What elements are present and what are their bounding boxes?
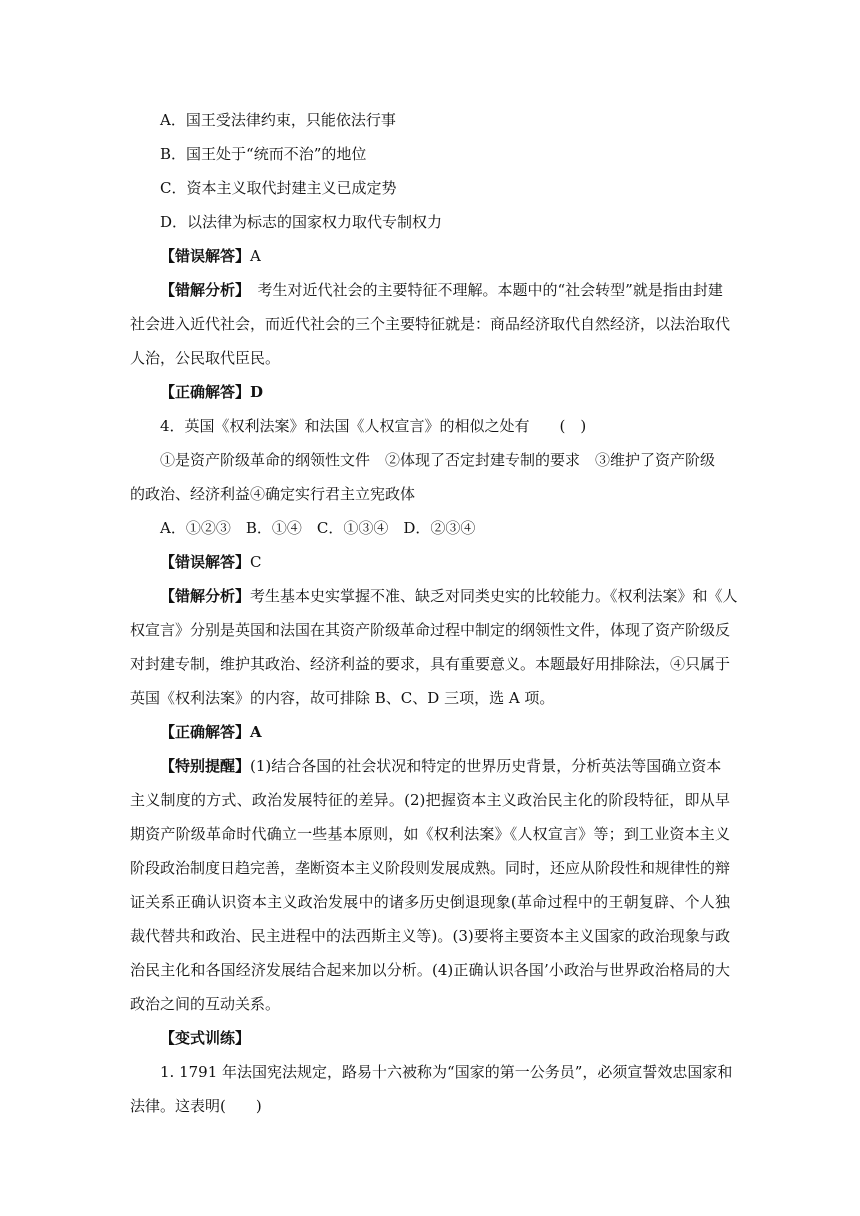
wrong-answer-label: 【错误解答】 bbox=[160, 553, 251, 571]
correct-answer-value: D bbox=[250, 383, 264, 401]
wrong-answer-value: C bbox=[250, 553, 262, 571]
q3-analysis-line3: 人治，公民取代臣民。 bbox=[130, 349, 281, 367]
q3-analysis-line2: 社会进入近代社会，而近代社会的三个主要特征就是：商品经济取代自然经济，以法治取代 bbox=[130, 315, 731, 333]
q4-analysis-line1: 【错解分析】考生基本史实掌握不准、缺乏对同类史实的比较能力。《权利法案》和《人 bbox=[160, 587, 738, 605]
correct-answer-label: 【正确解答】 bbox=[160, 383, 251, 401]
q3-option-a: A．国王受法律约束，只能依法行事 bbox=[160, 111, 396, 129]
variant-training-heading: 【变式训练】 bbox=[160, 1029, 251, 1047]
q3-option-c: C．资本主义取代封建主义已成定势 bbox=[160, 179, 397, 197]
q4-stem: 4．英国《权利法案》和法国《人权宣言》的相似之处有 ( ) bbox=[160, 417, 587, 435]
q4-items-line2: 的政治、经济利益④确定实行君主立宪政体 bbox=[130, 485, 416, 503]
q4-items-line1: ①是资产阶级革命的纲领性文件 ②体现了否定封建专制的要求 ③维护了资产阶级 bbox=[160, 451, 716, 469]
correct-answer-value: A bbox=[250, 723, 262, 741]
q4-options: A．①②③ B．①④ C．①③④ D．②③④ bbox=[160, 519, 476, 537]
analysis-label: 【错解分析】 bbox=[160, 281, 243, 299]
q4-analysis-line2: 权宣言》分别是英国和法国在其资产阶级革命过程中制定的纲领性文件，体现了资产阶级反 bbox=[130, 621, 731, 639]
special-tip-line3: 期资产阶级革命时代确立一些基本原则，如《权利法案》《人权宣言》等；到工业资本主义 bbox=[130, 825, 730, 843]
wrong-answer-value: A bbox=[250, 247, 261, 265]
special-tip-line8: 政治之间的互动关系。 bbox=[130, 995, 281, 1013]
q3-option-b: B．国王处于“统而不治”的地位 bbox=[160, 145, 367, 163]
special-tip-line4: 阶段政治制度日趋完善，垄断资本主义阶段则发展成熟。同时，还应从阶段性和规律性的辩 bbox=[130, 859, 731, 877]
special-tip-line1: 【特别提醒】(1)结合各国的社会状况和特定的世界历史背景，分析英法等国确立资本 bbox=[160, 757, 722, 775]
q4-analysis-line4: 英国《权利法案》的内容，故可排除 B、C、D 三项，选 A 项。 bbox=[130, 689, 555, 707]
special-tip-label: 【特别提醒】 bbox=[160, 757, 251, 775]
q4-correct-answer bbox=[160, 721, 262, 743]
special-tip-line5: 证关系正确认识资本主义政治发展中的诸多历史倒退现象(革命过程中的王朝复辟、个人独 bbox=[130, 893, 730, 911]
correct-answer-label: 【正确解答】 bbox=[160, 723, 251, 741]
analysis-label: 【错解分析】 bbox=[160, 587, 251, 605]
special-tip-line6: 裁代替共和政治、民主进程中的法西斯主义等)。(3)要将主要资本主义国家的政治现象与政 bbox=[130, 927, 730, 945]
q4-wrong-answer bbox=[160, 551, 262, 573]
q4-analysis-line3: 对封建专制，维护其政治、经济利益的要求，具有重要意义。本题最好用排除法，④只属于 bbox=[130, 655, 731, 673]
wrong-answer-label: 【错误解答】 bbox=[160, 247, 251, 265]
special-tip-line7: 治民主化和各国经济发展结合起来加以分析。(4)正确认识各国’小政治与世界政治格局的大 bbox=[130, 961, 730, 979]
variant-q1-line1: 1. 1791 年法国宪法规定，路易十六被称为“国家的第一公务员”，必须宣誓效忠国家和 bbox=[160, 1063, 733, 1081]
q3-option-d: D．以法律为标志的国家权力取代专制权力 bbox=[160, 213, 443, 231]
q3-correct-answer bbox=[160, 381, 263, 403]
q3-analysis-line1: 【错解分析】 考生对近代社会的主要特征不理解。本题中的“社会转型”就是指由封建 bbox=[160, 281, 723, 299]
variant-q1-line2: 法律。这表明( ) bbox=[130, 1097, 262, 1115]
q3-wrong-answer bbox=[160, 245, 261, 267]
special-tip-line2: 主义制度的方式、政治发展特征的差异。(2)把握资本主义政治民主化的阶段特征，即从早 bbox=[130, 791, 730, 809]
